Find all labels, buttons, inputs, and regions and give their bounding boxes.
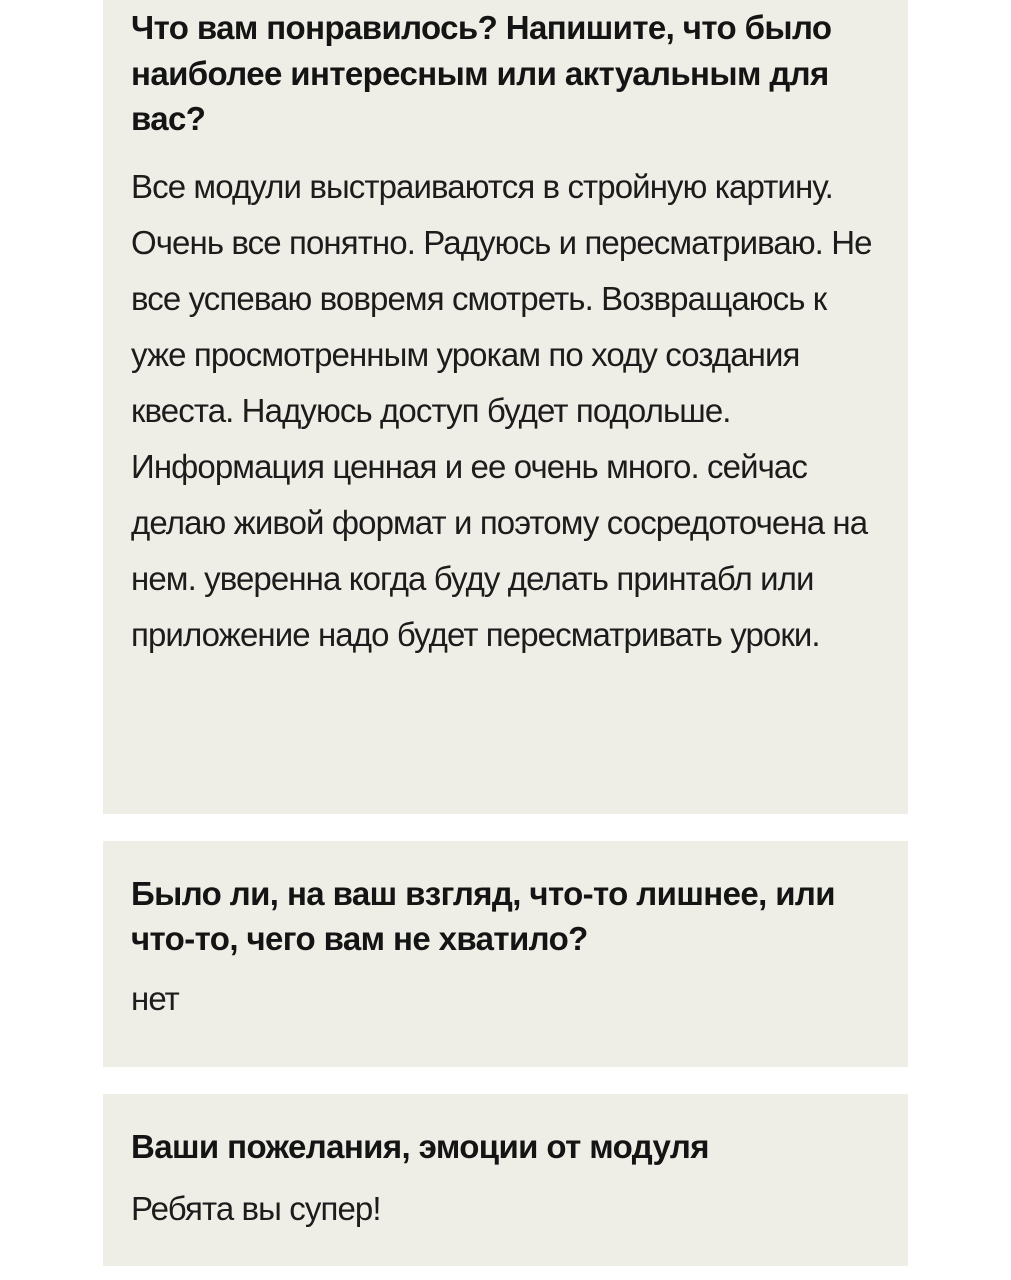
answer-text: нет <box>131 980 179 1017</box>
answer-text: Ребята вы супер! <box>131 1190 381 1227</box>
feedback-card-liked <box>103 0 908 814</box>
question-heading: Ваши пожелания, эмоции от модуля <box>131 1128 709 1165</box>
feedback-card-wishes <box>103 1094 908 1266</box>
feedback-card-missing <box>103 841 908 1067</box>
question-heading: Что вам понравилось? Напишите, что было наиболее интересным или актуальным для вас? <box>131 9 832 137</box>
answer-text: Все модули выстраиваются в стройную картину. Очень все понятно. Радуюсь и пересматриваю. Не все успеваю вовремя смотреть. Возвращаюсь к уже просмотренным урокам по ходу создания квеста. Надуюсь доступ будет подольше. Информация ценная и ее очень много. сейчас делаю живой формат и поэтому сосредоточена на нем. уверенна когда буду делать принтабл или приложение надо будет пересматривать уроки. <box>131 167 872 653</box>
question-heading: Было ли, на ваш взгляд, что-то лишнее, или что-то, чего вам не хватило? <box>131 875 835 957</box>
